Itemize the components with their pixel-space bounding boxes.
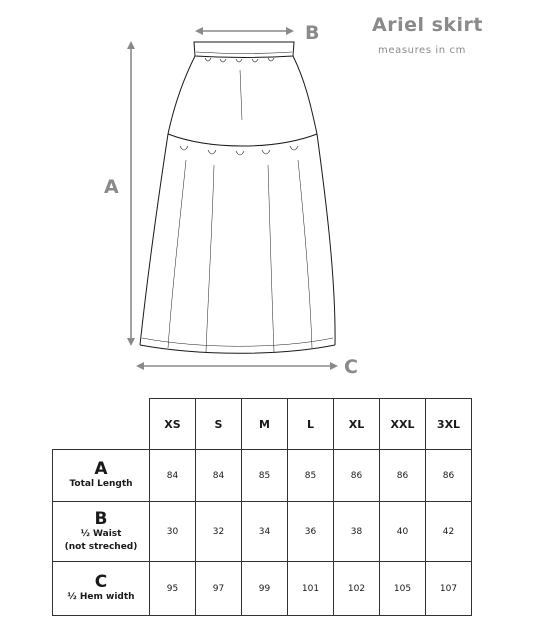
table-cell: 95 (150, 562, 196, 616)
skirt-title: Ariel skirt (372, 14, 484, 36)
dimension-arrow-b (195, 27, 294, 35)
size-header-xs: XS (150, 399, 196, 450)
table-cell: 101 (288, 562, 334, 616)
table-cell: 42 (426, 502, 472, 562)
row-header-b (53, 502, 150, 562)
table-row-total-length (53, 450, 472, 502)
row-letter: B (94, 508, 108, 529)
table-cell: 102 (334, 562, 380, 616)
dimension-label-b: B (305, 22, 320, 44)
table-cell: 40 (380, 502, 426, 562)
table-cell: 99 (242, 562, 288, 616)
table-cell: 84 (150, 450, 196, 502)
skirt-illustration (140, 42, 335, 353)
table-cell: 105 (380, 562, 426, 616)
row-letter: C (94, 572, 108, 592)
table-cell: 84 (196, 450, 242, 502)
row-label-note: (not streched) (64, 541, 138, 552)
size-header-m: M (242, 399, 288, 450)
table-corner (53, 399, 150, 450)
size-header-s: S (196, 399, 242, 450)
dimension-label-c: C (344, 356, 358, 378)
table-cell: 85 (288, 450, 334, 502)
row-label: ½ Waist (80, 528, 122, 539)
measures-unit-note: measures in cm (378, 45, 466, 56)
table-cell: 86 (334, 450, 380, 502)
table-cell: 107 (426, 562, 472, 616)
row-header-c (53, 562, 150, 616)
size-header-row (53, 399, 472, 450)
table-cell: 34 (242, 502, 288, 562)
table-cell: 86 (380, 450, 426, 502)
size-chart-table (52, 398, 472, 616)
size-header-3xl: 3XL (426, 399, 472, 450)
size-header-xl: XL (334, 399, 380, 450)
size-header-xxl: XXL (380, 399, 426, 450)
table-cell: 97 (196, 562, 242, 616)
row-header-a (53, 450, 150, 502)
row-label: Total Length (69, 479, 133, 489)
table-row-half-waist (53, 502, 472, 562)
table-cell: 86 (426, 450, 472, 502)
size-header-l: L (288, 399, 334, 450)
row-label: ½ Hem width (67, 592, 135, 602)
dimension-arrow-c (136, 362, 338, 370)
table-row-half-hem-width (53, 562, 472, 616)
table-cell: 30 (150, 502, 196, 562)
table-cell: 38 (334, 502, 380, 562)
table-cell: 32 (196, 502, 242, 562)
row-letter: A (94, 459, 108, 479)
table-cell: 36 (288, 502, 334, 562)
dimension-arrow-a (127, 41, 135, 346)
table-cell: 85 (242, 450, 288, 502)
dimension-label-a: A (104, 176, 119, 198)
